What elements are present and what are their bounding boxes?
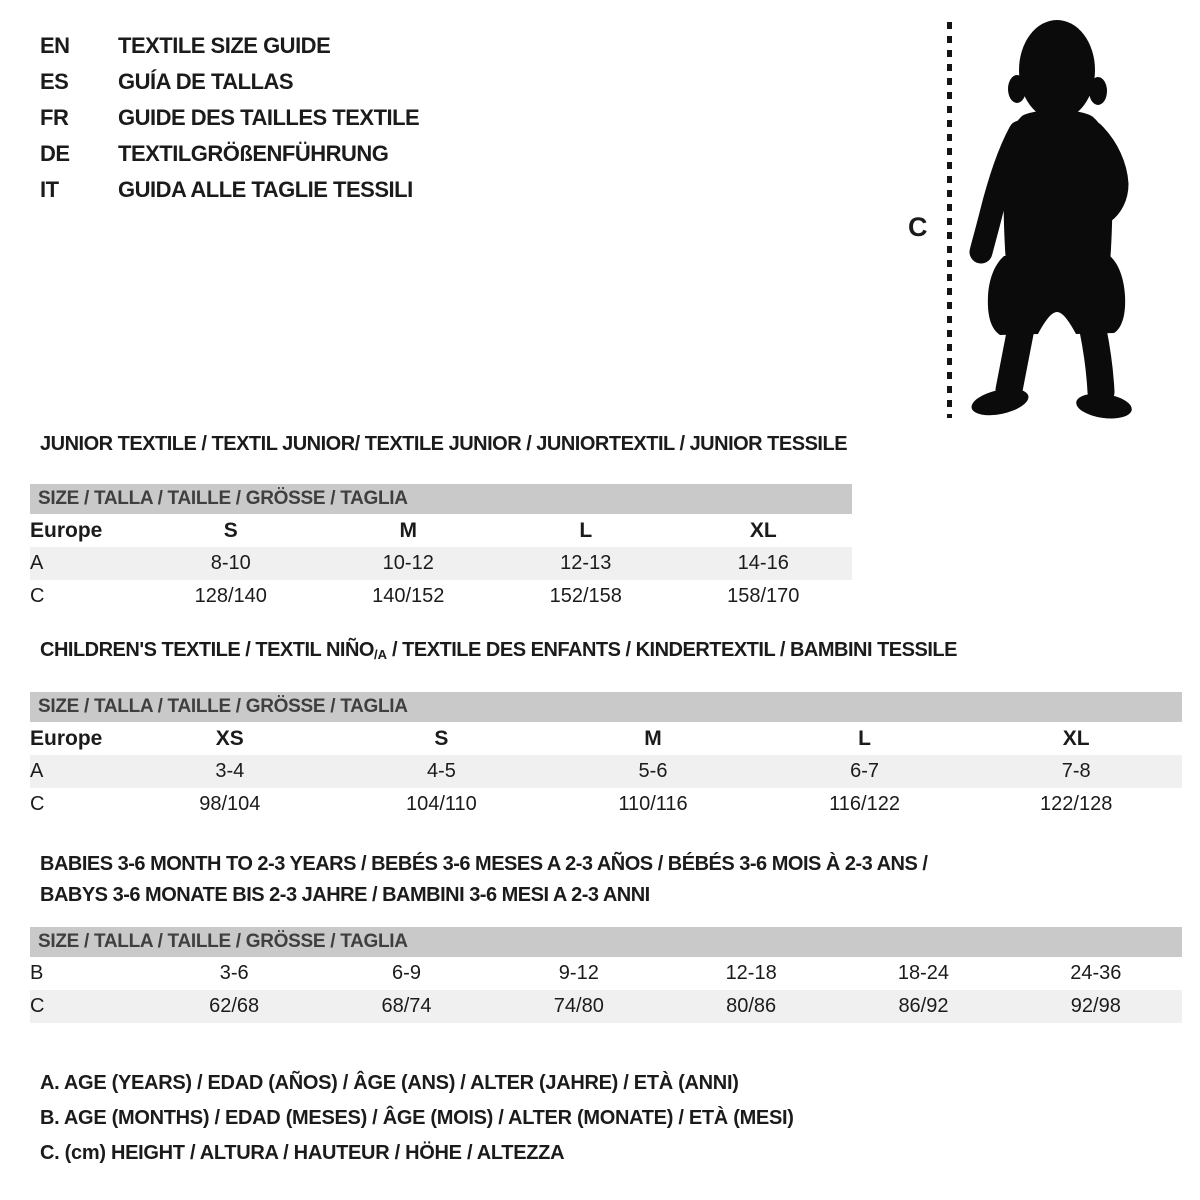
value-cell: 98/104 [199,793,261,815]
junior-size-table [30,484,852,613]
value-cell: 128/140 [194,585,267,607]
height-cm-row [30,788,1182,821]
value-cell: 104/110 [405,793,477,815]
row-label: Europe [30,726,103,750]
height-cm-row [30,580,852,613]
language-code: DE [40,141,70,166]
size-cell: XS [215,726,244,750]
language-row-en [40,28,419,64]
language-row-it [40,172,419,208]
value-cell: 80/86 [665,990,837,1023]
value-cell: 8-10 [142,547,320,580]
value-cell: 18-24 [897,962,950,984]
height-cm-row [30,990,1182,1023]
size-header-bar: SIZE / TALLA / TAILLE / GRÖSSE / TAGLIA [30,484,852,514]
value-cell: 3-6 [219,962,249,984]
value-cell: 92/98 [1010,990,1182,1023]
size-cell: S [434,726,449,750]
height-measure-label: C [908,212,928,242]
language-label: TEXTILGRÖßENFÜHRUNG [118,141,389,166]
legend-age-months: B. AGE (MONTHS) / EDAD (MESES) / ÂGE (MOIS) / ALTER (MONATE) / ETÀ (MESI) [40,1107,794,1129]
language-label: GUIDA ALLE TAGLIE TESSILI [118,177,413,202]
legend-height-cm: C. (cm) HEIGHT / ALTURA / HAUTEUR / HÖHE / ALTEZZA [40,1142,565,1164]
language-row-fr [40,100,419,136]
babies-title-line2: BABYS 3-6 MONATE BIS 2-3 JAHRE / BAMBINI 3-6 MESI A 2-3 ANNI [40,884,650,906]
babies-title-line1: BABIES 3-6 MONTH TO 2-3 YEARS / BEBÉS 3-6 MESES A 2-3 AÑOS / BÉBÉS 3-6 MOIS À 2-3 ANS / [40,853,928,875]
language-code: FR [40,105,69,130]
language-label: GUÍA DE TALLAS [118,69,294,94]
row-label: A [30,547,142,580]
language-code: IT [40,177,59,202]
legend-age-years: A. AGE (YEARS) / EDAD (AÑOS) / ÂGE (ANS) / ALTER (JAHRE) / ETÀ (ANNI) [40,1072,739,1094]
value-cell: 9-12 [558,962,599,984]
language-label: GUIDE DES TAILLES TEXTILE [118,105,420,130]
size-header-row [30,927,1182,957]
row-label: A [30,755,124,788]
value-cell: 3-4 [124,755,336,788]
value-cell: 158/170 [727,585,800,607]
junior-section-title: JUNIOR TEXTILE / TEXTIL JUNIOR/ TEXTILE JUNIOR / JUNIORTEXTIL / JUNIOR TESSILE [40,433,848,455]
language-title-list [40,28,419,208]
children-title-rest: / TEXTILE DES ENFANTS / KINDERTEXTIL / BAMBINI TESSILE [386,639,957,661]
size-cell: L [858,726,871,750]
size-header-row [30,484,852,514]
europe-sizes-row [30,514,852,547]
size-header-bar: SIZE / TALLA / TAILLE / GRÖSSE / TAGLIA [30,927,1182,957]
size-cell: L [579,518,593,542]
height-measure-dashed-line [947,22,952,418]
value-cell: 68/74 [320,990,492,1023]
value-cell: 62/68 [148,990,320,1023]
size-cell: XL [749,518,777,542]
value-cell: 6-9 [392,962,421,984]
value-cell: 86/92 [837,990,1009,1023]
age-months-row [30,957,1182,990]
age-years-row [30,547,852,580]
language-code: EN [40,33,70,58]
row-label: B [30,962,44,984]
value-cell: 10-12 [320,547,498,580]
language-row-de [40,136,419,172]
language-code: ES [40,69,69,94]
row-label: C [30,793,45,815]
value-cell: 110/116 [618,793,688,815]
size-cell: S [223,518,238,542]
row-label: Europe [30,518,103,542]
language-row-es [40,64,419,100]
size-cell: M [399,518,417,542]
value-cell: 152/158 [549,585,622,607]
size-header-bar: SIZE / TALLA / TAILLE / GRÖSSE / TAGLIA [30,692,1182,722]
value-cell: 116/122 [829,793,900,815]
babies-size-table [30,927,1182,1023]
value-cell: 6-7 [759,755,971,788]
children-title-subscript: /A [373,647,387,662]
toddler-silhouette-icon [958,20,1148,420]
value-cell: 122/128 [1040,793,1113,815]
row-label: C [30,585,45,607]
value-cell: 7-8 [970,755,1182,788]
size-cell: M [644,726,662,750]
value-cell: 24-36 [1070,962,1122,984]
children-size-table [30,692,1182,821]
size-cell: XL [1062,726,1090,750]
row-label: C [30,990,148,1023]
legend [40,1066,794,1171]
value-cell: 140/152 [372,585,445,607]
value-cell: 4-5 [336,755,548,788]
size-header-row [30,692,1182,722]
value-cell: 12-18 [725,962,777,984]
children-section-title [40,639,957,662]
value-cell: 74/80 [493,990,665,1023]
age-years-row [30,755,1182,788]
value-cell: 5-6 [547,755,759,788]
children-title-main: CHILDREN'S TEXTILE / TEXTIL NIÑO [40,639,374,661]
babies-section-title [40,849,927,911]
value-cell: 12-13 [497,547,675,580]
language-label: TEXTILE SIZE GUIDE [118,33,331,58]
europe-sizes-row [30,722,1182,755]
value-cell: 14-16 [675,547,853,580]
